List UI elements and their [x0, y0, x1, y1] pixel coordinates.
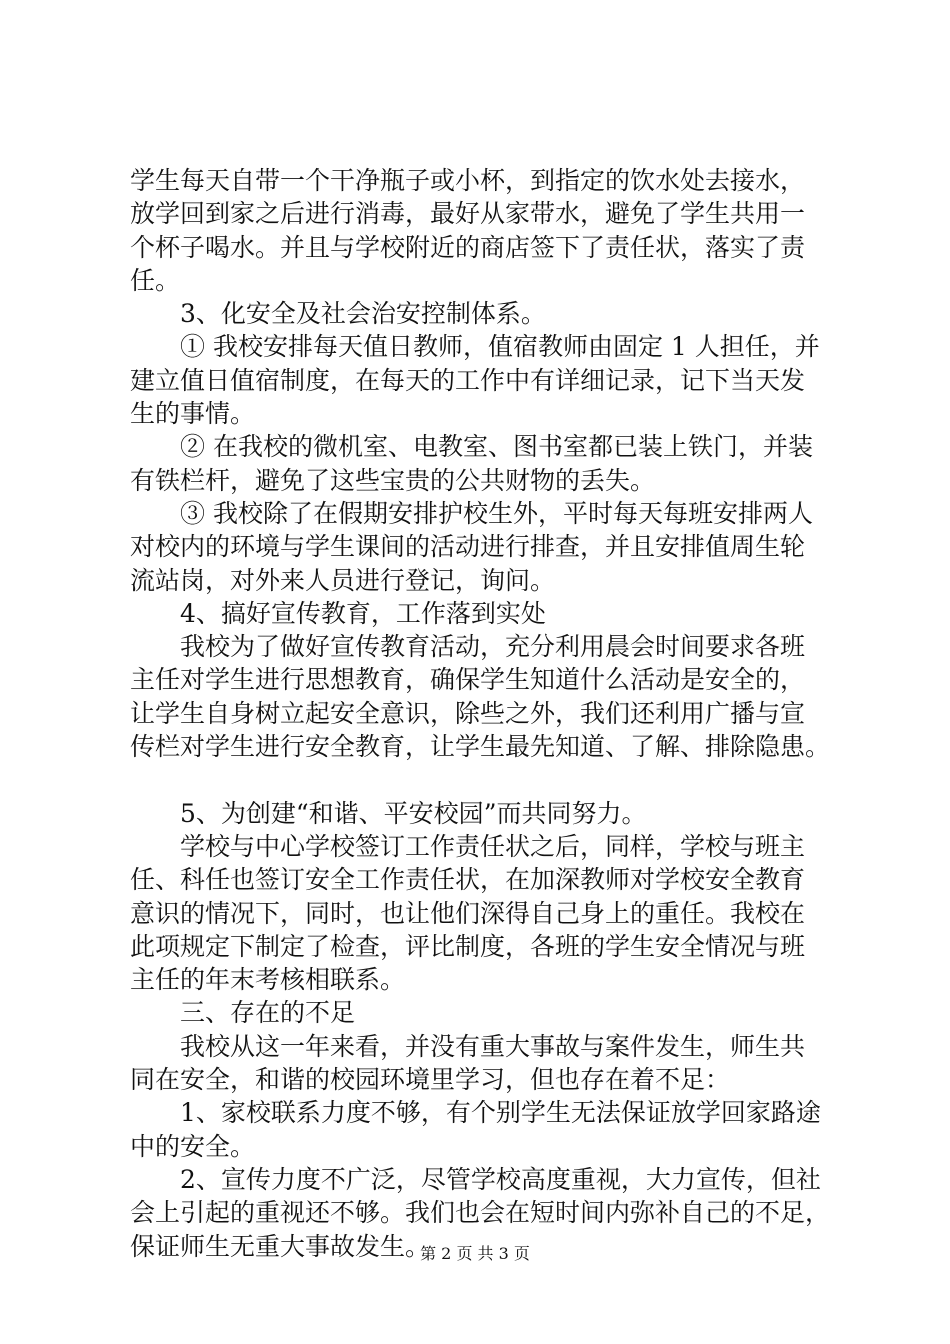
- body-line: 同在安全，和谐的校园环境里学习，但也存在着不足：: [130, 1065, 731, 1095]
- page-number-footer: 第 2 页 共 3 页: [420, 1244, 530, 1263]
- section-heading: 3、化安全及社会治安控制体系。: [180, 299, 546, 329]
- body-line: 学校与中心学校签订工作责任状之后，同样，学校与班主: [180, 831, 806, 861]
- body-line: 生的事情。: [130, 399, 256, 429]
- body-line: 此项规定下制定了检查，评比制度，各班的学生安全情况与班: [130, 931, 806, 961]
- body-line: 1、家校联系力度不够，有个别学生无法保证放学回家路途: [180, 1098, 821, 1128]
- body-line: 对校内的环境与学生课间的活动进行排查，并且安排值周生轮: [130, 532, 806, 562]
- section-heading: 三、存在的不足: [180, 998, 356, 1028]
- body-line: 主任对学生进行思想教育，确保学生知道什么活动是安全的，: [130, 665, 806, 695]
- body-line: 放学回到家之后进行消毒，最好从家带水，避免了学生共用一: [130, 199, 806, 229]
- body-line: 意识的情况下，同时，也让他们深得自己身上的重任。我校在: [130, 898, 806, 928]
- document-body: [130, 164, 840, 1263]
- body-line: 建立值日值宿制度，在每天的工作中有详细记录，记下当天发: [130, 365, 806, 395]
- body-line: 2、宣传力度不广泛，尽管学校高度重视，大力宣传，但社: [180, 1164, 821, 1194]
- body-line: 主任的年末考核相联系。: [130, 965, 406, 995]
- body-line: 中的安全。: [130, 1131, 256, 1161]
- section-heading: 5、为创建“和谐、平安校园”而共同努力。: [180, 798, 647, 828]
- body-line: 流站岗，对外来人员进行登记，询问。: [130, 565, 556, 595]
- body-line: 保证师生无重大事故发生。: [130, 1231, 431, 1261]
- body-line: ② 在我校的微机室、电教室、图书室都已装上铁门，并装: [180, 432, 813, 462]
- body-line: 学生每天自带一个干净瓶子或小杯，到指定的饮水处去接水，: [130, 166, 806, 195]
- body-line: 有铁栏杆，避免了这些宝贵的公共财物的丢失。: [130, 465, 656, 495]
- body-line: 个杯子喝水。并且与学校附近的商店签下了责任状，落实了责: [130, 232, 806, 262]
- body-line: 我校从这一年来看，并没有重大事故与案件发生，师生共: [180, 1031, 806, 1061]
- paragraph-gap: [130, 763, 840, 796]
- body-line: 任。: [130, 265, 181, 295]
- body-line: 会上引起的重视还不够。我们也会在短时间内弥补自己的不足，: [130, 1198, 831, 1228]
- body-line: ① 我校安排每天值日教师，值宿教师由固定 1 人担任，并: [180, 332, 820, 362]
- body-line: 传栏对学生进行安全教育，让学生最先知道、了解、排除隐患。: [130, 732, 831, 762]
- body-line: 让学生自身树立起安全意识，除些之外，我们还利用广播与宣: [130, 698, 806, 728]
- body-line: ③ 我校除了在假期安排护校生外，平时每天每班安排两人: [180, 498, 813, 528]
- body-line: 我校为了做好宣传教育活动，充分利用晨会时间要求各班: [180, 632, 806, 662]
- body-line: 任、科任也签订安全工作责任状，在加深教师对学校安全教育: [130, 865, 806, 895]
- section-heading: 4、搞好宣传教育，工作落到实处: [180, 598, 546, 628]
